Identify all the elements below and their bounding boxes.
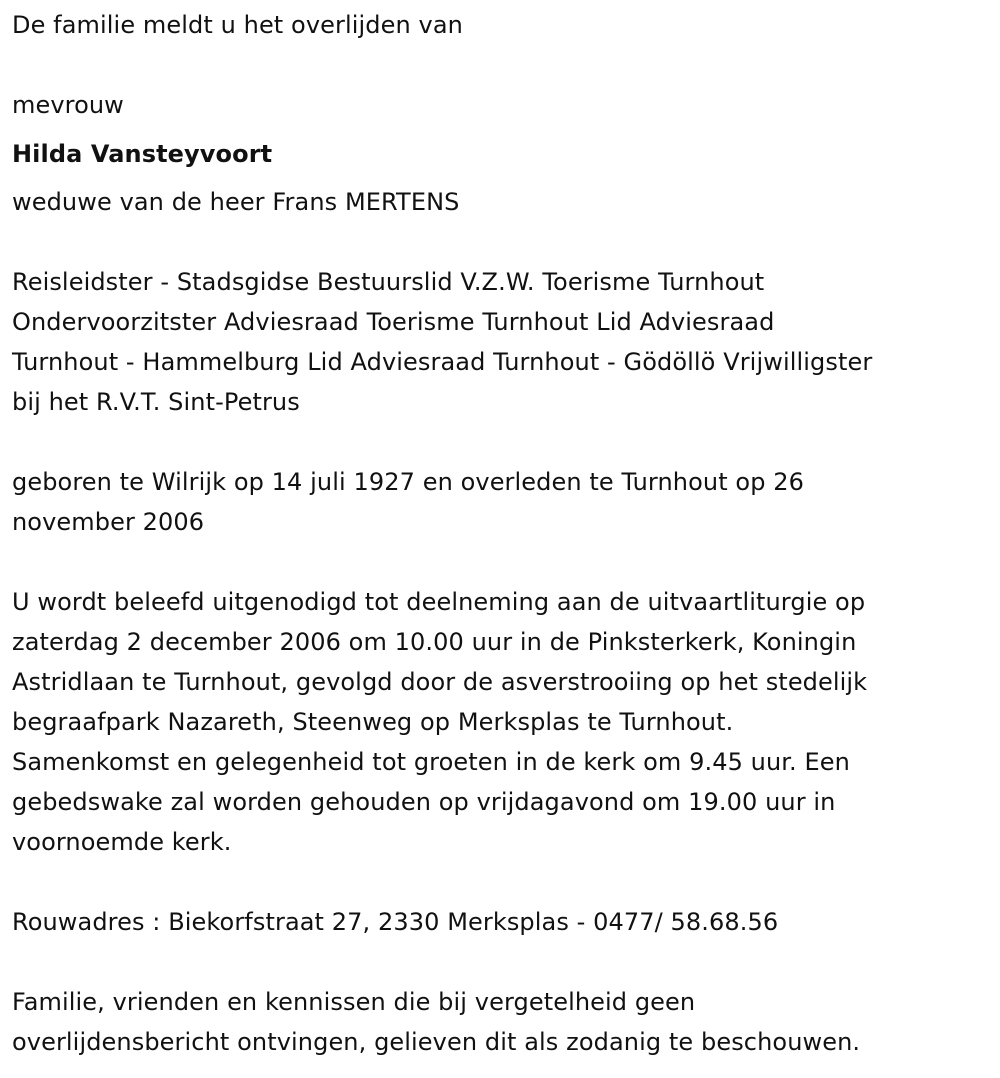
closing-line: Familie, vrienden en kennissen die bij vergetelheid geen [12,988,696,1016]
ceremony-line: gebedswake zal worden gehouden op vrijdagavond om 19.00 uur in [12,788,836,816]
birth-death-line: november 2006 [12,508,205,536]
deceased-name: Hilda Vansteyvoort [12,140,273,168]
ceremony-line: Samenkomst en gelegenheid tot groeten in de kerk om 9.45 uur. Een [12,748,850,776]
title-text: mevrouw [12,91,124,119]
ceremony-line: voornoemde kerk. [12,828,232,856]
closing-line: overlijdensbericht ontvingen, gelieven dit als zodanig te beschouwen. [12,1028,861,1056]
ceremony-line: U wordt beleefd uitgenodigd tot deelneming aan de uitvaartliturgie op [12,588,866,616]
functions-line: Turnhout - Hammelburg Lid Adviesraad Turnhout - Gödöllö Vrijwilligster [12,348,873,376]
ceremony-line: Astridlaan te Turnhout, gevolgd door de asverstrooiing op het stedelijk [12,668,868,696]
ceremony-line: zaterdag 2 december 2006 om 10.00 uur in de Pinksterkerk, Koningin [12,628,857,656]
functions-line: Reisleidster - Stadsgidse Bestuurslid V.Z.W. Toerisme Turnhout [12,268,765,296]
address-text: Rouwadres : Biekorfstraat 27, 2330 Merksplas - 0477/ 58.68.56 [12,908,779,936]
birth-death-line: geboren te Wilrijk op 14 juli 1927 en overleden te Turnhout op 26 [12,468,805,496]
ceremony-line: begraafpark Nazareth, Steenweg op Merksplas te Turnhout. [12,708,734,736]
intro-text: De familie meldt u het overlijden van [12,11,463,39]
functions-line: Ondervoorzitster Adviesraad Toerisme Turnhout Lid Adviesraad [12,308,775,336]
spouse-text: weduwe van de heer Frans MERTENS [12,188,460,216]
functions-line: bij het R.V.T. Sint-Petrus [12,388,300,416]
